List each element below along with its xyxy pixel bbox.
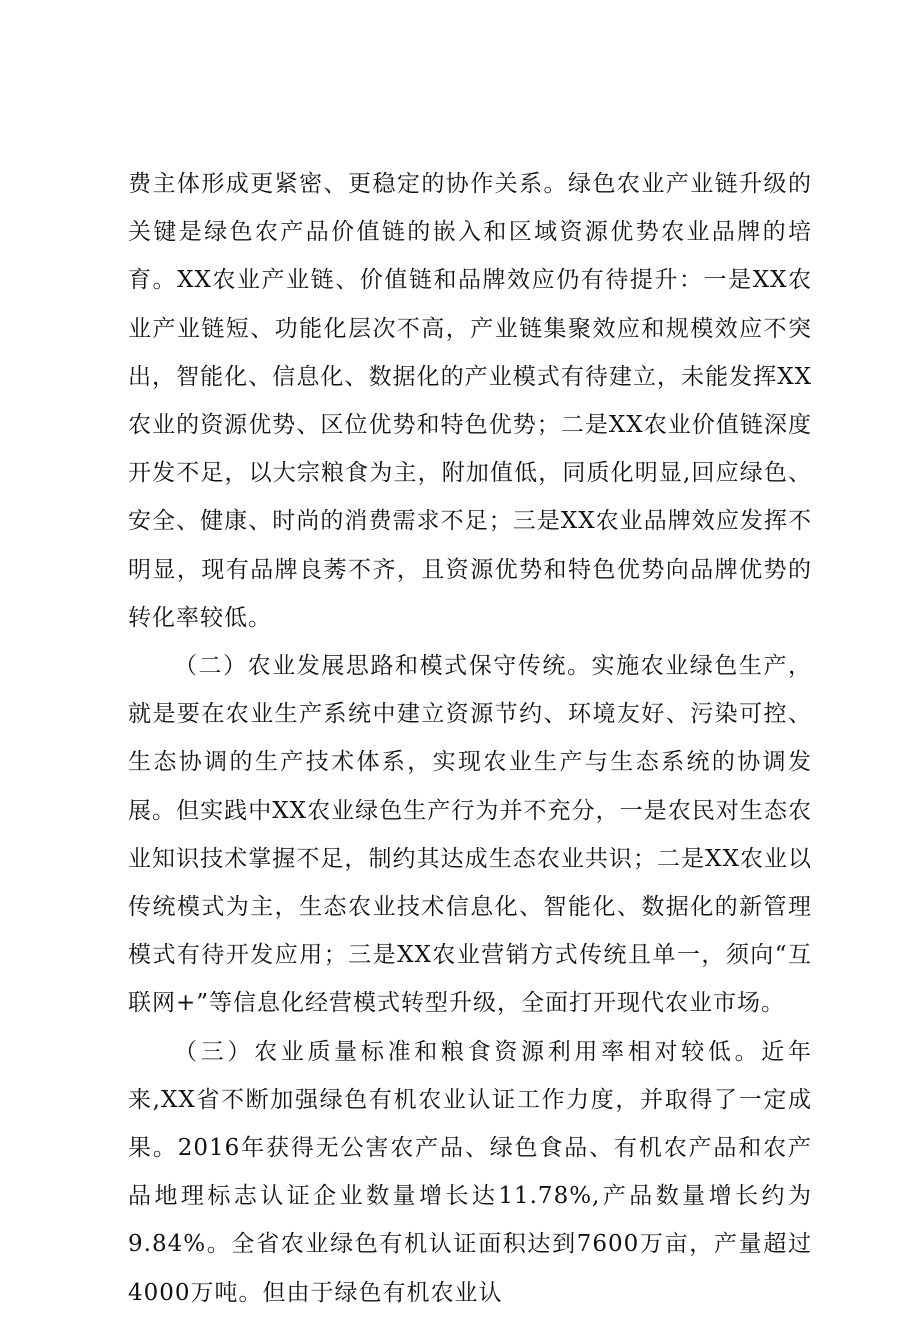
paragraph-2: （二）农业发展思路和模式保守传统。实施农业绿色生产，就是要在农业生产系统中建立资源节约、环境友好、污染可控、生态协调的生产技术体系，实现农业生产与生态系统的协调发展。但实践中XX农业绿色生产行为并不充分，一是农民对生态农业知识技术掌握不足，制约其达成生态农业共识；二是XX农业以传统模式为主，生态农业技术信息化、智能化、数据化的新管理模式有待开发应用；三是XX农业营销方式传统且单一，须向“互联网+”等信息化经营模式转型升级，全面打开现代农业市场。 bbox=[128, 653, 812, 1017]
paragraph-1: 费主体形成更紧密、更稳定的协作关系。绿色农业产业链升级的关键是绿色农产品价值链的嵌入和区域资源优势农业品牌的培育。XX农业产业链、价值链和品牌效应仍有待提升：一是XX农业产业链短、功能化层次不高，产业链集聚效应和规模效应不突出，智能化、信息化、数据化的产业模式有待建立，未能发挥XX农业的资源优势、区位优势和特色优势；二是XX农业价值链深度开发不足，以大宗粮食为主，附加值低，同质化明显,回应绿色、安全、健康、时尚的消费需求不足；三是XX农业品牌效应发挥不明显，现有品牌良莠不齐，且资源优势和特色优势向品牌优势的转化率较低。 bbox=[128, 171, 812, 631]
document-body bbox=[128, 160, 812, 1317]
paragraph-3: （三）农业质量标准和粮食资源利用率相对较低。近年来,XX省不断加强绿色有机农业认证工作力度，并取得了一定成果。2016年获得无公害农产品、绿色食品、有机农产品和农产品地理标志认证企业数量增长达11.78%,产品数量增长约为9.84%。全省农业绿色有机认证面积达到7600万亩，产量超过4000万吨。但由于绿色有机农业认 bbox=[128, 1038, 812, 1306]
